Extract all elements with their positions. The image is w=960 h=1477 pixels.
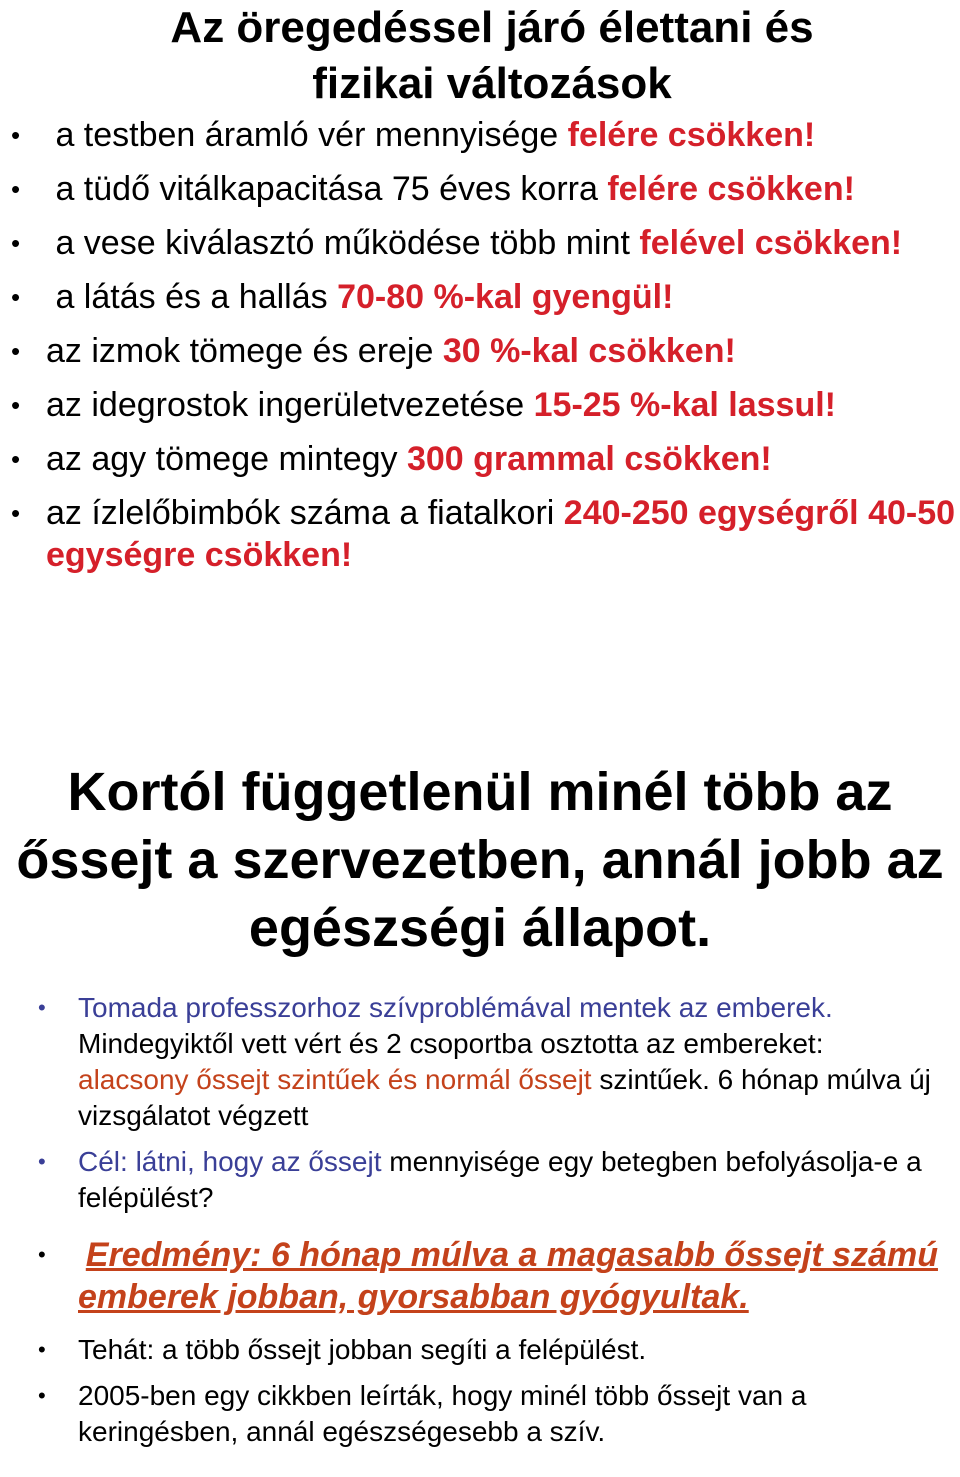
bullet-icon: • <box>38 1149 46 1174</box>
study-text: szintűek. 6 hónap múlva új vizsgálatot végzett <box>78 1064 931 1131</box>
list-item <box>0 168 960 210</box>
bullet-icon: • <box>11 390 21 420</box>
item-highlight: 70-80 %-kal gyengül! <box>337 278 674 316</box>
list-item <box>0 1378 960 1450</box>
list-item <box>0 384 960 426</box>
bullet-icon: • <box>38 1337 46 1362</box>
conclusion-text: Tehát: a több őssejt jobban segíti a felépülést. <box>78 1334 647 1365</box>
bullet-icon: • <box>11 282 21 312</box>
list-item <box>0 492 960 576</box>
stem-cell-heading <box>0 758 960 962</box>
changes-list <box>0 114 960 588</box>
item-highlight: 15-25 %-kal lassul! <box>533 386 837 424</box>
list-item <box>0 1332 960 1368</box>
bullet-icon: • <box>11 120 21 150</box>
list-item <box>0 1144 960 1216</box>
item-highlight: 300 grammal csökken! <box>406 440 772 478</box>
study-text-blue: Tomada professzorhoz szívproblémával mentek az emberek. <box>78 992 833 1023</box>
bullet-icon: • <box>38 1383 46 1408</box>
item-text: az idegrostok ingerületvezetése <box>46 386 534 424</box>
bullet-icon: • <box>11 444 21 474</box>
list-item <box>0 114 960 156</box>
item-text: a vese kiválasztó működése több mint <box>55 224 640 262</box>
list-item <box>0 1234 960 1318</box>
item-text: a testben áramló vér mennyisége <box>55 116 568 154</box>
result-text: Eredmény: 6 hónap múlva a magasabb őssejt számú emberek jobban, gyorsabban gyógyultak. <box>78 1236 938 1316</box>
heading-line-3: egészségi állapot. <box>248 898 712 958</box>
bullet-icon: • <box>38 995 46 1020</box>
item-text: az ízlelőbimbók száma a fiatalkori <box>46 494 564 532</box>
study-list <box>0 990 960 1460</box>
article-text: 2005-ben egy cikkben leírták, hogy minél több őssejt van a keringésben, annál egészségesebb a szív. <box>78 1380 807 1447</box>
list-item <box>0 438 960 480</box>
list-item <box>0 990 960 1134</box>
bullet-icon: • <box>11 174 21 204</box>
bullet-icon: • <box>11 498 21 528</box>
study-text-orange: alacsony őssejt szintűek és normál őssejt <box>78 1064 592 1095</box>
item-highlight: felére csökken! <box>607 170 855 208</box>
item-text: az agy tömege mintegy <box>46 440 407 478</box>
item-text: az izmok tömege és ereje <box>46 332 443 370</box>
study-text: Mindegyiktől vett vért és 2 csoportba osztotta az embereket: <box>78 1028 824 1059</box>
title-line-1: Az öregedéssel járó élettani és <box>170 3 814 52</box>
bullet-icon: • <box>11 228 21 258</box>
heading-line-2: őssejt a szervezetben, annál jobb az <box>16 830 944 890</box>
item-highlight: felére csökken! <box>567 116 816 154</box>
title-line-2: fizikai változások <box>312 59 672 108</box>
heading-line-1: Kortól függetlenül minél több az <box>67 762 893 822</box>
goal-text-blue: Cél: látni, hogy az őssejt <box>78 1146 382 1177</box>
list-item <box>0 330 960 372</box>
item-highlight: 30 %-kal csökken! <box>442 332 736 370</box>
bullet-icon: • <box>38 1242 46 1267</box>
bullet-icon: • <box>11 336 21 366</box>
list-item <box>0 222 960 264</box>
item-text: a tüdő vitálkapacitása 75 éves korra <box>55 170 608 208</box>
goal-text: mennyisége egy betegben befolyásolja-e a felépülést? <box>78 1146 922 1213</box>
list-item <box>0 276 960 318</box>
page-title <box>0 0 960 112</box>
item-highlight: 240-250 egységről 40-50 egységre csökken! <box>46 494 956 574</box>
item-highlight: felével csökken! <box>639 224 903 262</box>
item-text: a látás és a hallás <box>55 278 338 316</box>
